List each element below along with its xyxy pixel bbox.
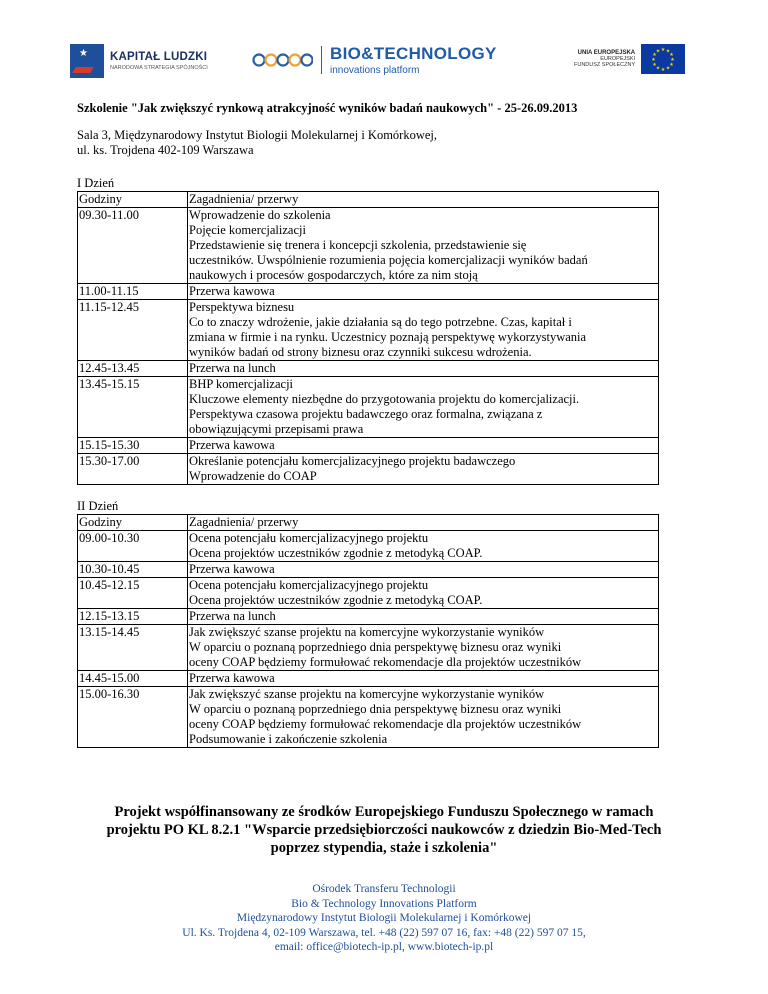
page-header bbox=[64, 38, 704, 86]
session-topic-line: Co to znaczy wdrożenie, jakie działania są do tego potrzebne. Czas, kapitał i bbox=[189, 315, 572, 329]
table-row bbox=[78, 531, 659, 562]
day-1-label: I Dzień bbox=[77, 176, 115, 190]
session-time: 15.00-16.30 bbox=[78, 687, 188, 748]
session-time: 13.45-15.15 bbox=[78, 377, 188, 438]
funding-line-2: projektu PO KL 8.2.1 "Wsparcie przedsiębiorczości naukowców z dziedzin Bio-Med-Tech bbox=[106, 822, 662, 838]
session-topics bbox=[188, 687, 659, 748]
table-header-row bbox=[78, 192, 659, 208]
table-row bbox=[78, 578, 659, 609]
session-topics bbox=[188, 625, 659, 671]
svg-text:★: ★ bbox=[652, 52, 657, 58]
day-1-schedule-table bbox=[77, 191, 659, 485]
session-topic-line: Wprowadzenie do szkolenia bbox=[189, 208, 331, 222]
kapital-ludzki-emblem-icon: ★ bbox=[70, 44, 104, 78]
table-row bbox=[78, 377, 659, 438]
session-topics bbox=[188, 531, 659, 562]
session-topic-line: Perspektywa biznesu bbox=[189, 300, 295, 314]
session-topic-line: oceny COAP będziemy formułować rekomendacje dla projektów uczestników bbox=[189, 655, 582, 669]
day-2-label: II Dzień bbox=[77, 499, 119, 513]
session-topic-line: Ocena projektów uczestników zgodnie z metodyką COAP. bbox=[189, 593, 483, 607]
page-footer bbox=[60, 882, 708, 955]
venue-line-1: Sala 3, Międzynarodowy Instytut Biologii Molekularnej i Komórkowej, bbox=[77, 128, 438, 142]
session-topic-line: Pojęcie komercjalizacji bbox=[189, 223, 306, 237]
venue-line-2: ul. ks. Trojdena 402-109 Warszawa bbox=[77, 143, 254, 157]
session-topic-line: zmiana w firmie i na rynku. Uczestnicy poznają perspektywę wykorzystywania bbox=[189, 330, 587, 344]
session-time: 11.00-11.15 bbox=[78, 284, 188, 300]
session-topic-line: Przerwa kawowa bbox=[189, 562, 275, 576]
footer-line-2: Bio & Technology Innovations Platform bbox=[291, 897, 477, 910]
footer-line-5: email: office@biotech-ip.pl, www.biotech-ip.pl bbox=[274, 941, 494, 953]
session-topic-line: W oparciu o poznaną poprzedniego dnia perspektywę biznesu oraz wyniki bbox=[189, 702, 562, 716]
footer-line-3: Międzynarodowy Instytut Biologii Molekularnej i Komórkowej bbox=[236, 912, 532, 924]
session-topic-line: W oparciu o poznaną poprzedniego dnia perspektywę biznesu oraz wyniki bbox=[189, 640, 562, 654]
bio-technology-logo bbox=[251, 44, 497, 76]
eu-fund-line2: FUNDUSZ SPOŁECZNY bbox=[574, 62, 636, 68]
session-time: 10.30-10.45 bbox=[78, 562, 188, 578]
eu-name: UNIA EUROPEJSKA bbox=[577, 50, 636, 56]
session-topics bbox=[188, 454, 659, 485]
session-topic-line: uczestników. Uwspólnienie rozumienia pojęcia komercjalizacji wyników badań bbox=[189, 253, 588, 267]
session-time: 15.30-17.00 bbox=[78, 454, 188, 485]
table-header-row bbox=[78, 515, 659, 531]
session-time: 14.45-15.00 bbox=[78, 671, 188, 687]
eu-social-fund-logo bbox=[574, 44, 685, 74]
svg-text:★: ★ bbox=[665, 65, 671, 72]
session-topics bbox=[188, 438, 659, 454]
session-topics bbox=[188, 377, 659, 438]
svg-text:★: ★ bbox=[660, 47, 666, 53]
day-2-schedule-table bbox=[77, 514, 659, 748]
svg-text:★: ★ bbox=[665, 48, 671, 55]
footer-line-4: Ul. Ks. Trojdena 4, 02-109 Warszawa, tel. +48 (22) 597 07 16, fax: +48 (22) 597 07 15, bbox=[182, 926, 586, 939]
session-topics bbox=[188, 208, 659, 284]
session-topic-line: wyników badań od strony biznesu oraz czynniki sukcesu wdrożenia. bbox=[189, 345, 532, 359]
svg-text:★: ★ bbox=[655, 48, 661, 55]
table-row bbox=[78, 361, 659, 377]
eu-flag-icon bbox=[641, 44, 685, 74]
table-row bbox=[78, 208, 659, 284]
session-time: 13.15-14.45 bbox=[78, 625, 188, 671]
session-topic-line: Przerwa kawowa bbox=[189, 671, 275, 685]
table-row bbox=[78, 562, 659, 578]
session-time: 10.45-12.15 bbox=[78, 578, 188, 609]
session-topic-line: Jak zwiększyć szanse projektu na komercyjne wykorzystanie wyników bbox=[189, 625, 545, 639]
table-row bbox=[78, 671, 659, 687]
bio-technology-dna-icon bbox=[251, 47, 313, 73]
session-topic-line: Ocena potencjału komercjalizacyjnego projektu bbox=[189, 578, 429, 592]
training-title: Szkolenie "Jak zwiększyć rynkową atrakcyjność wyników badań naukowych" - 25-26.09.2013 bbox=[77, 101, 578, 115]
session-topic-line: Przerwa na lunch bbox=[189, 361, 276, 375]
hours-column-header: Godziny bbox=[78, 515, 188, 531]
topics-column-header: Zagadnienia/ przerwy bbox=[188, 192, 659, 208]
session-topics bbox=[188, 300, 659, 361]
session-topic-line: Jak zwiększyć szanse projektu na komercyjne wykorzystanie wyników bbox=[189, 687, 545, 701]
session-time: 11.15-12.45 bbox=[78, 300, 188, 361]
eu-fund-line1: EUROPEJSKI bbox=[600, 56, 636, 62]
svg-text:★: ★ bbox=[660, 67, 666, 73]
session-topic-line: oceny COAP będziemy formułować rekomendacje dla projektów uczestników bbox=[189, 717, 582, 731]
svg-text:★: ★ bbox=[655, 65, 661, 72]
session-topics bbox=[188, 671, 659, 687]
table-row bbox=[78, 609, 659, 625]
svg-text:★: ★ bbox=[670, 57, 675, 63]
footer-line-1: Ośrodek Transferu Technologii bbox=[312, 883, 456, 895]
session-topics bbox=[188, 562, 659, 578]
bio-technology-name: BIO&TECHNOLOGY bbox=[330, 44, 497, 63]
funding-statement bbox=[60, 803, 708, 857]
funding-line-1: Projekt współfinansowany ze środków Europejskiego Funduszu Społecznego w ramach bbox=[114, 804, 654, 820]
session-topic-line: Ocena potencjału komercjalizacyjnego projektu bbox=[189, 531, 429, 545]
session-topic-line: Ocena projektów uczestników zgodnie z metodyką COAP. bbox=[189, 546, 483, 560]
session-topic-line: Przedstawienie się trenera i koncepcji szkolenia, przedstawienie się bbox=[189, 238, 527, 252]
session-topic-line: obowiązującymi przepisami prawa bbox=[189, 422, 364, 436]
hours-column-header: Godziny bbox=[78, 192, 188, 208]
session-time: 15.15-15.30 bbox=[78, 438, 188, 454]
session-topics bbox=[188, 609, 659, 625]
session-time: 09.00-10.30 bbox=[78, 531, 188, 562]
session-topic-line: Przerwa kawowa bbox=[189, 284, 275, 298]
svg-text:★: ★ bbox=[669, 62, 674, 68]
session-topic-line: Przerwa kawowa bbox=[189, 438, 275, 452]
kapital-ludzki-name: KAPITAŁ LUDZKI bbox=[110, 51, 208, 63]
session-topic-line: BHP komercjalizacji bbox=[189, 377, 294, 391]
bio-technology-tagline: innovations platform bbox=[330, 65, 420, 76]
session-topic-line: Określanie potencjału komercjalizacyjnego projektu badawczego bbox=[189, 454, 516, 468]
table-row bbox=[78, 284, 659, 300]
kapital-ludzki-subtitle: NARODOWA STRATEGIA SPÓJNOŚCI bbox=[110, 65, 208, 71]
session-topic-line: Podsumowanie i zakończenie szkolenia bbox=[189, 732, 388, 746]
table-row bbox=[78, 687, 659, 748]
kapital-ludzki-logo bbox=[70, 44, 208, 78]
session-time: 12.45-13.45 bbox=[78, 361, 188, 377]
session-topic-line: Przerwa na lunch bbox=[189, 609, 276, 623]
session-time: 12.15-13.15 bbox=[78, 609, 188, 625]
session-topic-line: Perspektywa czasowa projektu badawczego oraz formalna, związana z bbox=[189, 407, 543, 421]
session-topics bbox=[188, 578, 659, 609]
session-topic-line: Wprowadzenie do COAP bbox=[189, 469, 317, 483]
session-topic-line: Kluczowe elementy niezbędne do przygotowania projektu do komercjalizacji. bbox=[189, 392, 580, 406]
table-row bbox=[78, 300, 659, 361]
table-row bbox=[78, 625, 659, 671]
table-row bbox=[78, 454, 659, 485]
svg-text:★: ★ bbox=[652, 62, 657, 68]
funding-line-3: poprzez stypendia, staże i szkolenia" bbox=[270, 840, 498, 856]
svg-text:★: ★ bbox=[651, 57, 656, 63]
table-row bbox=[78, 438, 659, 454]
svg-text:★: ★ bbox=[669, 52, 674, 58]
session-topic-line: naukowych i procesów gospodarczych, które za nim stoją bbox=[189, 268, 478, 282]
topics-column-header: Zagadnienia/ przerwy bbox=[188, 515, 659, 531]
venue-address bbox=[77, 128, 437, 158]
session-time: 09.30-11.00 bbox=[78, 208, 188, 284]
session-topics bbox=[188, 284, 659, 300]
session-topics bbox=[188, 361, 659, 377]
